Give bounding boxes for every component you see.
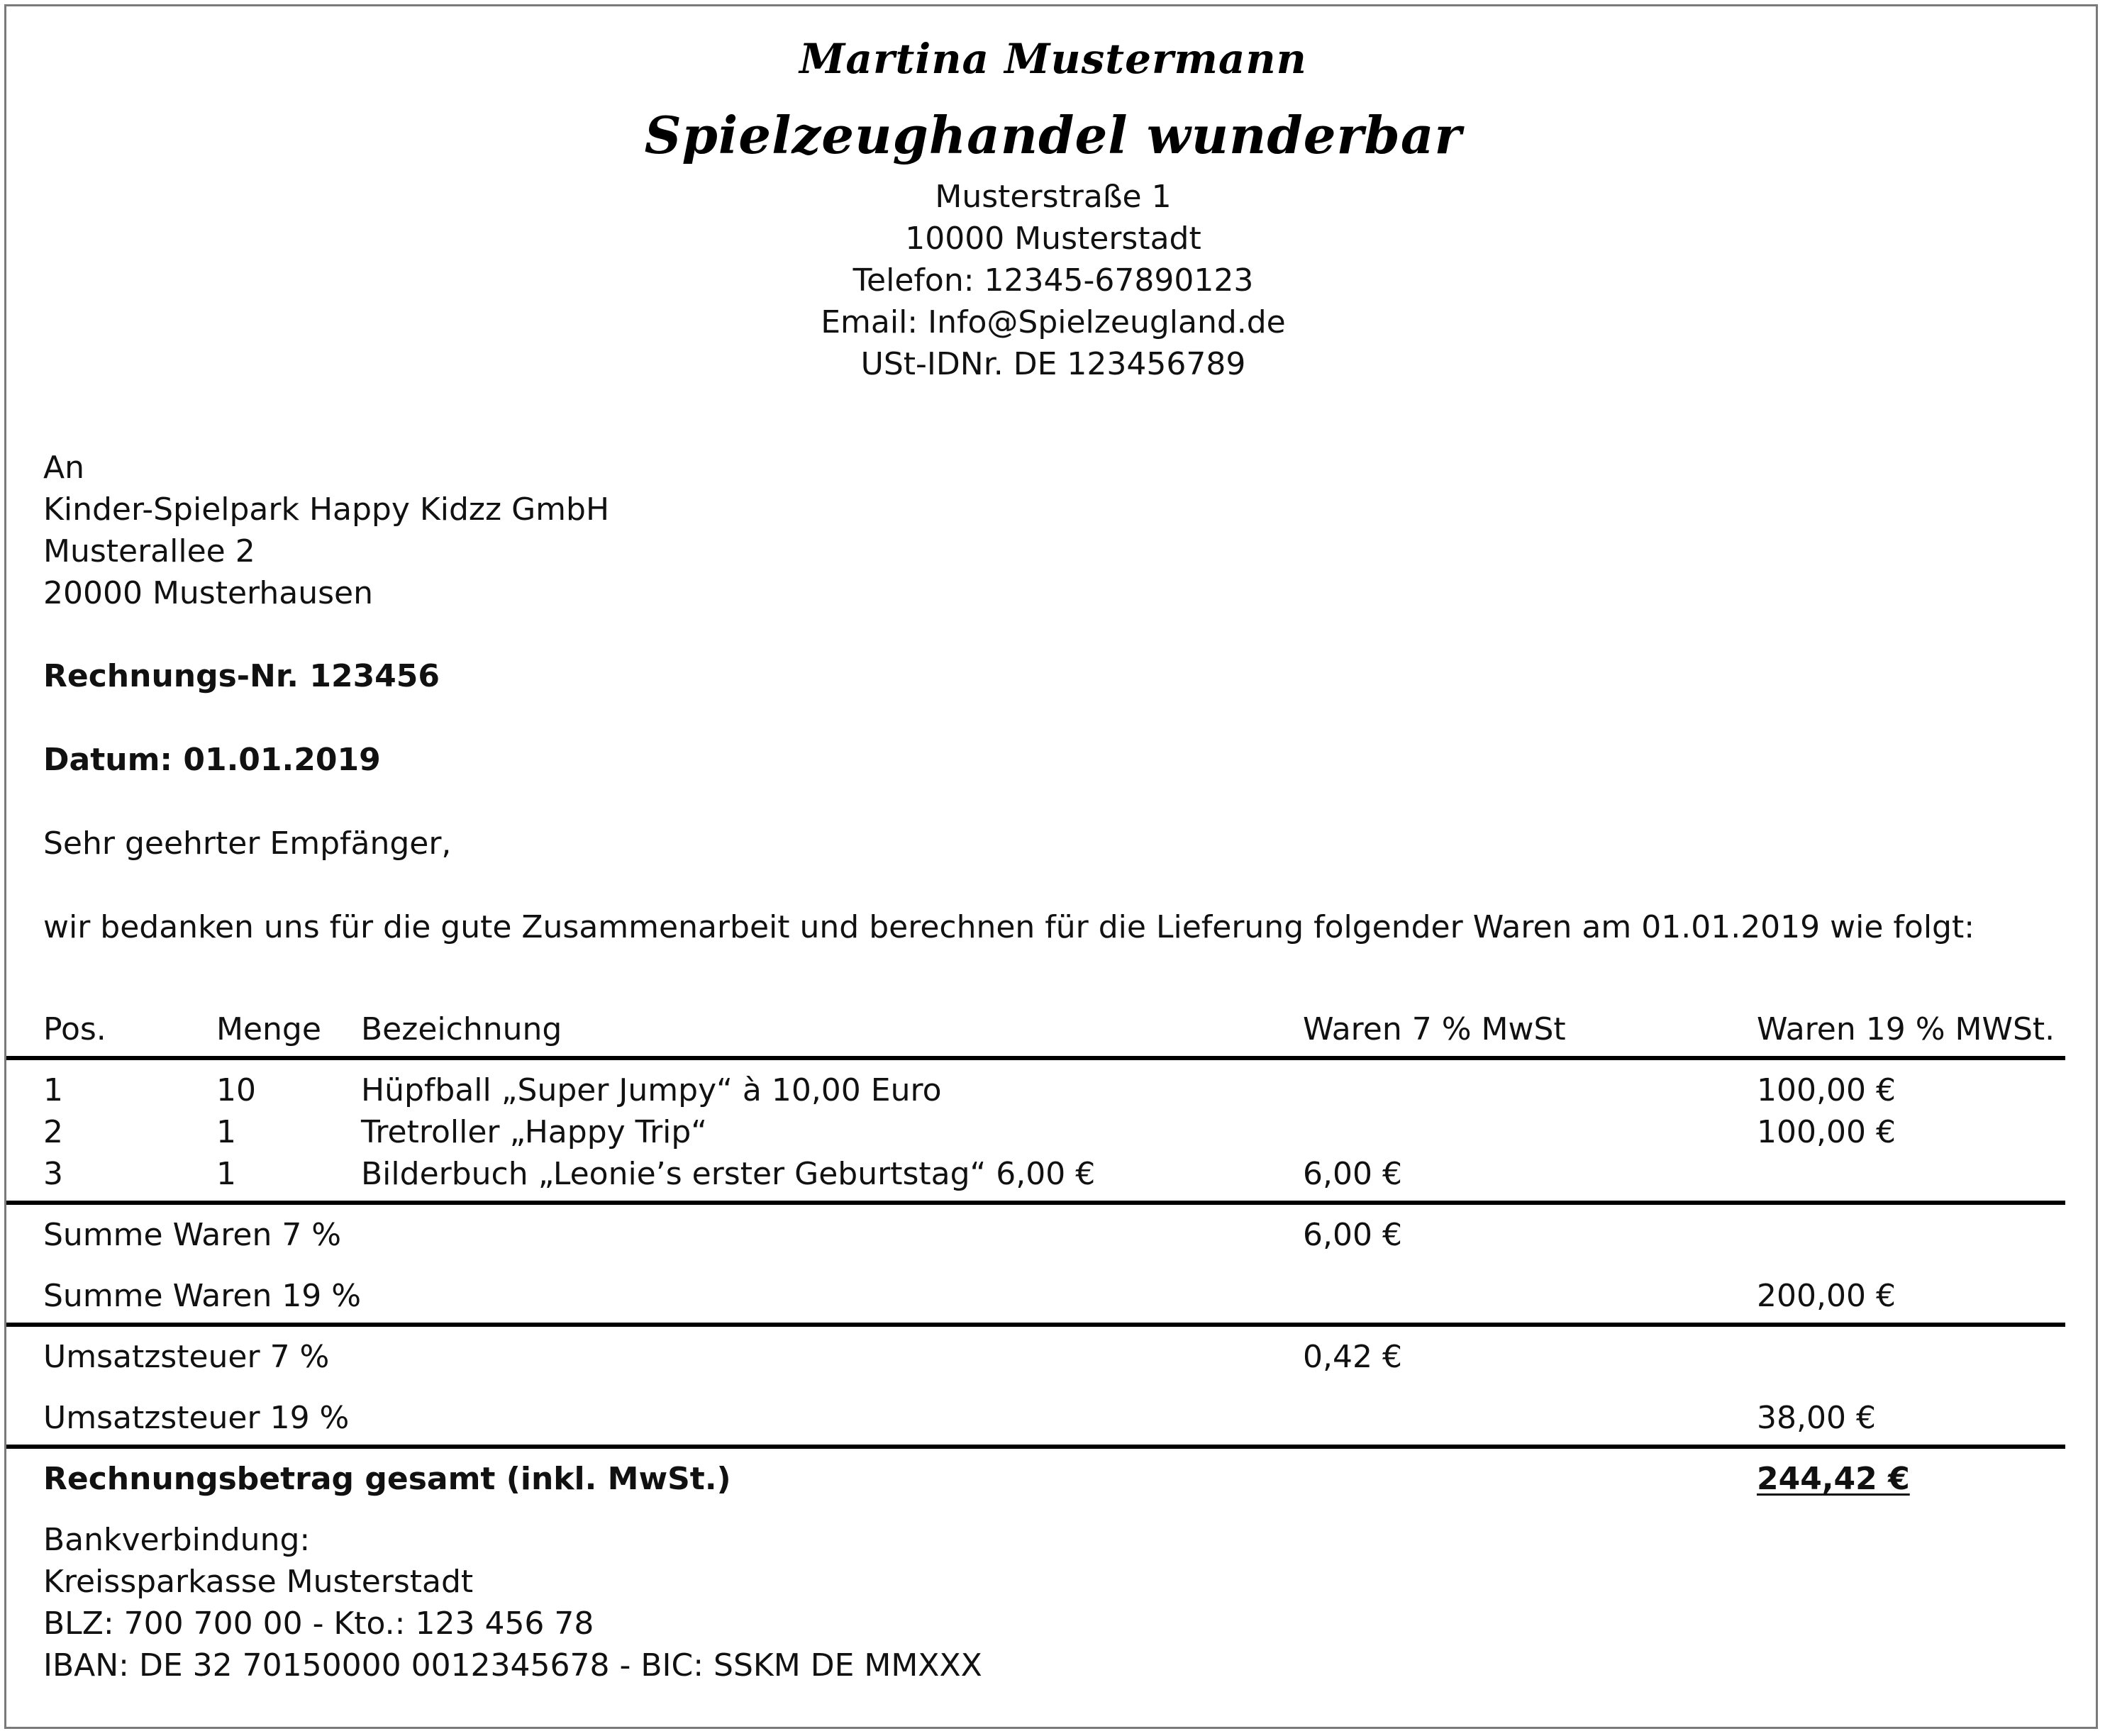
row-vat19: 100,00 € xyxy=(1757,1072,1896,1108)
row-pos: 3 xyxy=(43,1156,63,1192)
sender-street: Musterstraße 1 xyxy=(935,179,1172,215)
recipient-city: 20000 Musterhausen xyxy=(43,575,373,611)
bank-title: Bankverbindung: xyxy=(43,1522,311,1558)
recipient-prefix: An xyxy=(43,450,84,486)
invoice-number: Rechnungs-Nr. 123456 xyxy=(43,658,440,694)
sender-email: Email: Info@Spielzeugland.de xyxy=(821,304,1286,340)
owner-signature: Martina Mustermann xyxy=(799,35,1307,83)
bank-iban: IBAN: DE 32 70150000 0012345678 - BIC: SSKM DE MMXXX xyxy=(43,1647,982,1684)
row-desc: Bilderbuch „Leonie’s erster Geburtstag“ 6,00 € xyxy=(361,1156,1096,1192)
recipient-company: Kinder-Spielpark Happy Kidzz GmbH xyxy=(43,491,610,528)
tax7-value: 0,42 € xyxy=(1303,1339,1402,1375)
tax7-label: Umsatzsteuer 7 % xyxy=(43,1339,330,1375)
grand-total-label: Rechnungsbetrag gesamt (inkl. MwSt.) xyxy=(43,1461,731,1497)
row-desc: Tretroller „Happy Trip“ xyxy=(361,1114,708,1150)
table-divider xyxy=(6,1445,2065,1449)
row-vat7: 6,00 € xyxy=(1303,1156,1402,1192)
invoice-date: Datum: 01.01.2019 xyxy=(43,742,381,778)
table-divider xyxy=(6,1323,2065,1327)
header-vat19: Waren 19 % MWSt. xyxy=(1757,1011,2055,1047)
sum7-value: 6,00 € xyxy=(1303,1217,1402,1253)
tax19-value: 38,00 € xyxy=(1757,1400,1876,1436)
header-pos: Pos. xyxy=(43,1011,106,1047)
row-pos: 1 xyxy=(43,1072,63,1108)
row-vat19: 100,00 € xyxy=(1757,1114,1896,1150)
sum19-value: 200,00 € xyxy=(1757,1278,1896,1314)
row-qty: 1 xyxy=(216,1114,236,1150)
sum7-label: Summe Waren 7 % xyxy=(43,1217,342,1253)
row-qty: 1 xyxy=(216,1156,236,1192)
header-qty: Menge xyxy=(216,1011,321,1047)
bank-blz: BLZ: 700 700 00 - Kto.: 123 456 78 xyxy=(43,1606,594,1642)
shop-name-signature: Spielzeughandel wunderbar xyxy=(644,105,1462,165)
invoice-page xyxy=(4,4,2098,1729)
salutation: Sehr geehrter Empfänger, xyxy=(43,825,452,862)
table-divider xyxy=(6,1056,2065,1060)
table-divider xyxy=(6,1201,2065,1205)
bank-name: Kreissparkasse Musterstadt xyxy=(43,1564,474,1600)
recipient-street: Musterallee 2 xyxy=(43,533,255,569)
intro-text: wir bedanken uns für die gute Zusammenarbeit und berechnen für die Lieferung folgender Waren am 01.01.2019 wie folgt: xyxy=(43,909,1975,945)
row-pos: 2 xyxy=(43,1114,63,1150)
sum19-label: Summe Waren 19 % xyxy=(43,1278,362,1314)
header-vat7: Waren 7 % MwSt xyxy=(1303,1011,1566,1047)
row-qty: 10 xyxy=(216,1072,256,1108)
sender-city: 10000 Musterstadt xyxy=(905,221,1201,257)
sender-vat-id: USt-IDNr. DE 123456789 xyxy=(860,346,1246,382)
header-desc: Bezeichnung xyxy=(361,1011,562,1047)
grand-total-value: 244,42 € xyxy=(1757,1461,1910,1497)
row-desc: Hüpfball „Super Jumpy“ à 10,00 Euro xyxy=(361,1072,942,1108)
sender-phone: Telefon: 12345-67890123 xyxy=(852,262,1254,299)
tax19-label: Umsatzsteuer 19 % xyxy=(43,1400,350,1436)
